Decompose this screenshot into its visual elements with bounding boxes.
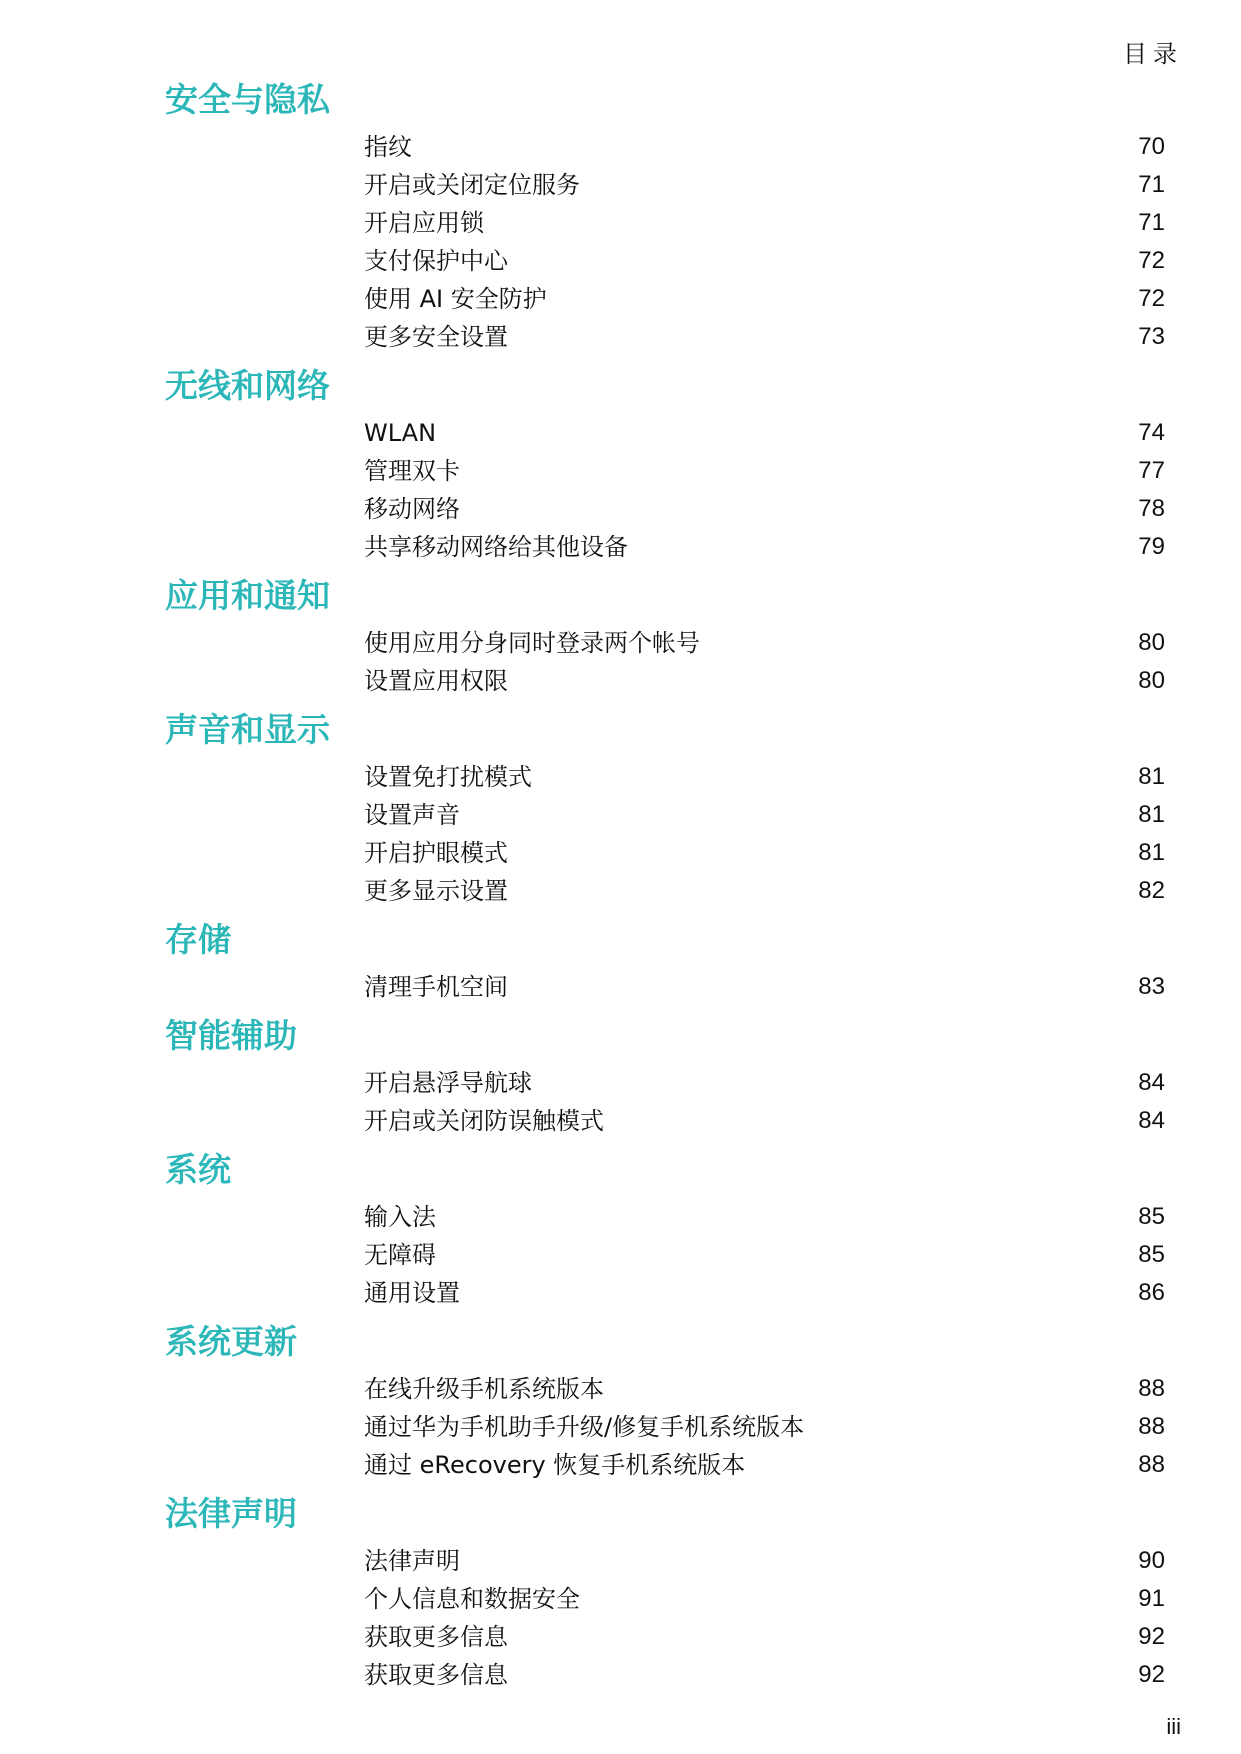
section-title[interactable]: 存储 — [165, 920, 231, 959]
entry-label: 更多显示设置 — [364, 877, 508, 905]
toc-entry[interactable] — [0, 1408, 1241, 1446]
entry-page-number: 92 — [1138, 1661, 1165, 1688]
entry-page-number: 86 — [1138, 1279, 1165, 1306]
entry-label: 开启或关闭防误触模式 — [364, 1107, 604, 1135]
toc-section — [0, 1320, 1241, 1484]
entry-page-number: 91 — [1138, 1585, 1165, 1612]
toc-entry[interactable] — [0, 1370, 1241, 1408]
entry-label: 清理手机空间 — [364, 973, 508, 1001]
entry-page-number: 72 — [1138, 285, 1165, 312]
entry-page-number: 71 — [1138, 209, 1165, 236]
page-header-title: 目录 — [1123, 40, 1183, 68]
entry-page-number: 88 — [1138, 1375, 1165, 1402]
toc-entry[interactable] — [0, 414, 1241, 452]
entry-page-number: 85 — [1138, 1241, 1165, 1268]
entry-page-number: 82 — [1138, 877, 1165, 904]
toc-section — [0, 1148, 1241, 1312]
entry-page-number: 81 — [1138, 839, 1165, 866]
toc-section — [0, 1014, 1241, 1140]
entry-page-number: 90 — [1138, 1547, 1165, 1574]
section-title[interactable]: 系统更新 — [165, 1322, 297, 1361]
table-of-contents — [0, 78, 1241, 1694]
entry-page-number: 80 — [1138, 629, 1165, 656]
section-title[interactable]: 声音和显示 — [165, 710, 330, 749]
toc-section — [0, 918, 1241, 1006]
entry-label: 无障碍 — [364, 1241, 436, 1269]
entry-label: 获取更多信息 — [364, 1623, 508, 1651]
toc-entry[interactable] — [0, 1446, 1241, 1484]
entry-label: 支付保护中心 — [364, 247, 508, 275]
entry-page-number: 81 — [1138, 763, 1165, 790]
toc-section — [0, 78, 1241, 356]
toc-entry[interactable] — [0, 128, 1241, 166]
toc-entry[interactable] — [0, 452, 1241, 490]
entry-label: 在线升级手机系统版本 — [364, 1375, 604, 1403]
entry-page-number: 84 — [1138, 1107, 1165, 1134]
entry-label: 通过 eRecovery 恢复手机系统版本 — [364, 1451, 746, 1479]
toc-entry[interactable] — [0, 242, 1241, 280]
toc-entry[interactable] — [0, 318, 1241, 356]
entry-page-number: 77 — [1138, 457, 1165, 484]
toc-entry[interactable] — [0, 528, 1241, 566]
toc-entry[interactable] — [0, 1064, 1241, 1102]
entry-label: 输入法 — [364, 1203, 436, 1231]
entry-label: 共享移动网络给其他设备 — [364, 533, 628, 561]
toc-section — [0, 1492, 1241, 1694]
section-title[interactable]: 应用和通知 — [165, 576, 330, 615]
toc-section — [0, 364, 1241, 566]
toc-entry[interactable] — [0, 758, 1241, 796]
entry-page-number: 83 — [1138, 973, 1165, 1000]
entry-page-number: 79 — [1138, 533, 1165, 560]
entry-label: 更多安全设置 — [364, 323, 508, 351]
section-title[interactable]: 系统 — [165, 1150, 231, 1189]
entry-label: 开启悬浮导航球 — [364, 1069, 532, 1097]
toc-entry[interactable] — [0, 872, 1241, 910]
toc-entry[interactable] — [0, 662, 1241, 700]
entry-label: 获取更多信息 — [364, 1661, 508, 1689]
entry-page-number: 84 — [1138, 1069, 1165, 1096]
entry-label: 个人信息和数据安全 — [364, 1585, 580, 1613]
entry-label: WLAN — [364, 419, 437, 447]
toc-entry[interactable] — [0, 204, 1241, 242]
toc-entry[interactable] — [0, 1542, 1241, 1580]
toc-entry[interactable] — [0, 624, 1241, 662]
toc-entry[interactable] — [0, 490, 1241, 528]
entry-label: 通过华为手机助手升级/修复手机系统版本 — [364, 1413, 805, 1441]
entry-label: 指纹 — [364, 133, 412, 161]
entry-page-number: 78 — [1138, 495, 1165, 522]
entry-label: 开启或关闭定位服务 — [364, 171, 580, 199]
entry-label: 管理双卡 — [364, 457, 460, 485]
entry-label: 移动网络 — [364, 495, 460, 523]
footer-page-number: iii — [1166, 1714, 1181, 1739]
entry-label: 通用设置 — [364, 1279, 460, 1307]
section-title[interactable]: 法律声明 — [165, 1494, 297, 1533]
entry-label: 使用应用分身同时登录两个帐号 — [364, 629, 700, 657]
toc-entry[interactable] — [0, 1580, 1241, 1618]
section-title[interactable]: 安全与隐私 — [165, 80, 330, 119]
toc-entry[interactable] — [0, 1274, 1241, 1312]
toc-entry[interactable] — [0, 796, 1241, 834]
toc-entry[interactable] — [0, 1236, 1241, 1274]
entry-label: 法律声明 — [364, 1547, 460, 1575]
toc-entry[interactable] — [0, 166, 1241, 204]
entry-label: 设置免打扰模式 — [364, 763, 532, 791]
toc-entry[interactable] — [0, 1102, 1241, 1140]
entry-page-number: 88 — [1138, 1413, 1165, 1440]
entry-label: 开启护眼模式 — [364, 839, 508, 867]
toc-section — [0, 574, 1241, 700]
entry-page-number: 81 — [1138, 801, 1165, 828]
toc-entry[interactable] — [0, 834, 1241, 872]
entry-label: 设置应用权限 — [364, 667, 508, 695]
section-title[interactable]: 智能辅助 — [165, 1016, 297, 1055]
section-title[interactable]: 无线和网络 — [165, 366, 330, 405]
entry-label: 设置声音 — [364, 801, 460, 829]
entry-page-number: 71 — [1138, 171, 1165, 198]
toc-section — [0, 708, 1241, 910]
entry-page-number: 70 — [1138, 133, 1165, 160]
entry-page-number: 74 — [1138, 419, 1165, 446]
entry-page-number: 92 — [1138, 1623, 1165, 1650]
entry-label: 使用 AI 安全防护 — [364, 285, 547, 313]
entry-label: 开启应用锁 — [364, 209, 484, 237]
toc-entry[interactable] — [0, 280, 1241, 318]
entry-page-number: 72 — [1138, 247, 1165, 274]
toc-entry[interactable] — [0, 1618, 1241, 1656]
entry-page-number: 73 — [1138, 323, 1165, 350]
entry-page-number: 85 — [1138, 1203, 1165, 1230]
toc-entry[interactable] — [0, 1198, 1241, 1236]
toc-entry[interactable] — [0, 1656, 1241, 1694]
toc-entry[interactable] — [0, 968, 1241, 1006]
entry-page-number: 80 — [1138, 667, 1165, 694]
entry-page-number: 88 — [1138, 1451, 1165, 1478]
